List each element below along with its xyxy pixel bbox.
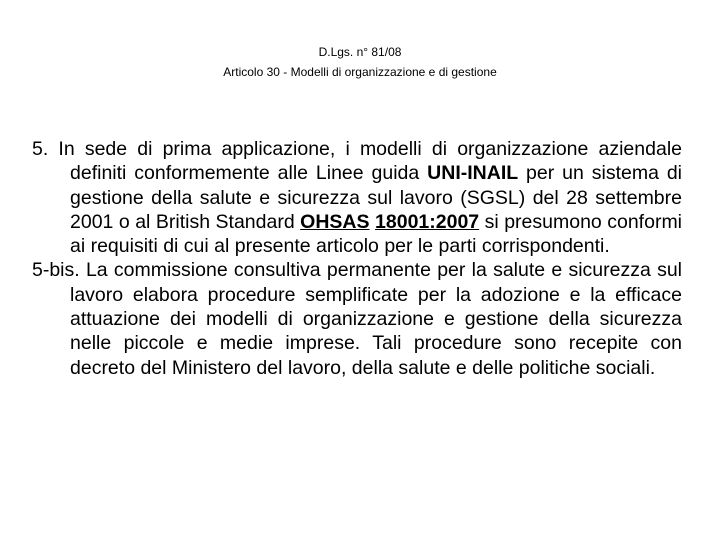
paragraph-text: La commissione consultiva permanente per la salute e sicurezza sul lavoro elabora procedure semplificate per la adozione e la efficace attuazione dei modelli di organizzazione e gestione della sicurezza nelle piccole e medie imprese. Tali procedure sono recepite con decreto del Ministero del lavoro, della salute e delle politiche sociali.	[70, 259, 682, 379]
paragraph-5-bis	[32, 258, 682, 379]
document-header	[0, 42, 720, 82]
paragraph-text: si presumono conformi ai requisiti di cui al presente articolo per le parti corrispondenti.	[70, 210, 683, 258]
paragraph-number: 5.	[32, 138, 49, 160]
ohsas-term: OHSAS	[300, 210, 370, 233]
paragraph-text: per un sistema di gestione della salute e sicurezza sul lavoro (SGSL) del 28 settembre 2001 o al British Standard	[70, 162, 683, 233]
uni-inail-term: UNI-INAIL	[427, 162, 519, 185]
article-title: Articolo 30 - Modelli di organizzazione e di gestione	[223, 65, 497, 79]
article-body	[32, 137, 682, 380]
paragraph-number: 5-bis.	[32, 259, 80, 282]
ohsas-number: 18001:2007	[375, 210, 480, 233]
paragraph-5	[32, 137, 682, 258]
law-reference: D.Lgs. n° 81/08	[318, 45, 402, 59]
paragraph-text: In sede di prima applicazione, i modelli di organizzazione aziendale definiti conformemente alle Linee guida	[48, 138, 682, 185]
